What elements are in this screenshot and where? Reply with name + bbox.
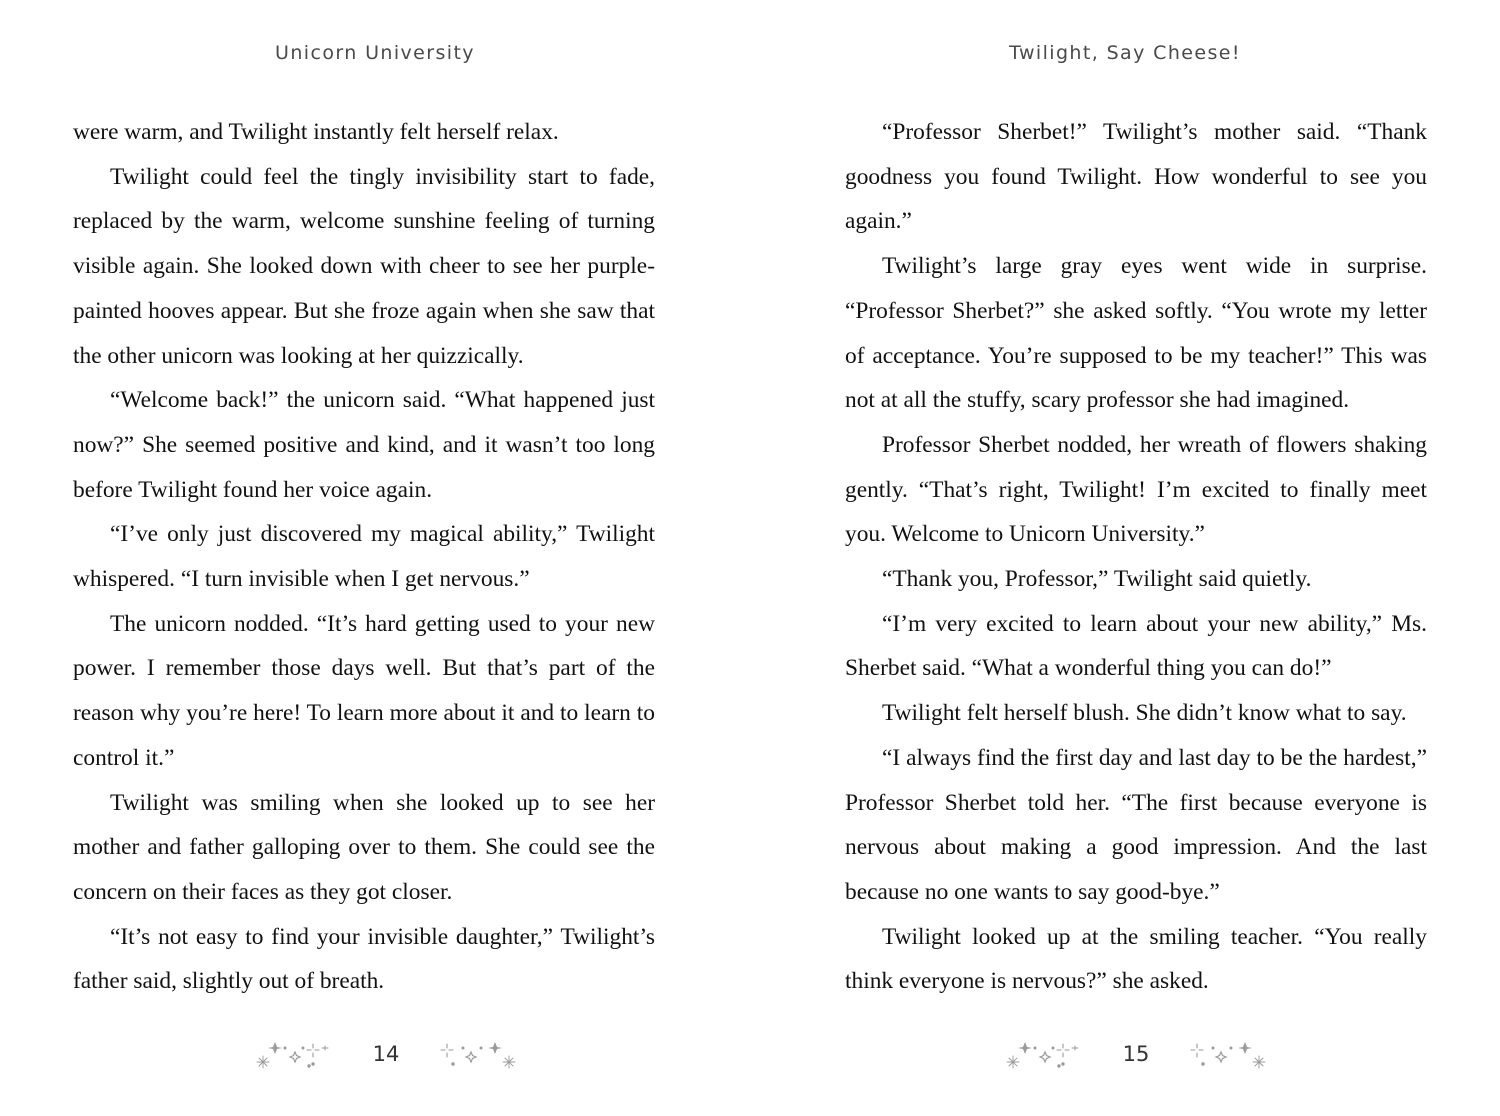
right-page [750, 0, 1500, 1116]
sparkle-ornament-left-icon [1005, 1034, 1091, 1074]
paragraph: Twilight’s large gray eyes went wide in surprise. “Professor Sherbet?” she asked softly. “You wrote my letter of acceptance. You’re supposed to be my teacher!” This was not at all the stuffy, scary professor she had imagined. [845, 253, 1427, 414]
page-number-left: 14 [372, 1042, 400, 1066]
paragraph: Twilight felt herself blush. She didn’t know what to say. [882, 700, 1407, 727]
paragraph: “It’s not easy to find your invisible daughter,” Twilight’s father said, slightly out of breath. [73, 923, 655, 995]
paragraph: “Welcome back!” the unicorn said. “What happened just now?” She seemed positive and kind, and it wasn’t too long before Twilight found her voice again. [73, 387, 655, 503]
paragraph: The unicorn nodded. “It’s hard getting used to your new power. I remember those days well. But that’s part of the reason why you’re here! To learn more about it and to learn to control it.” [73, 610, 655, 771]
running-head-right: Twilight, Say Cheese! [1009, 42, 1241, 64]
body-text-left [73, 110, 655, 1004]
paragraph: “Professor Sherbet!” Twilight’s mother said. “Thank goodness you found Twilight. How wonderful to see you again.” [845, 119, 1427, 235]
paragraph: Twilight looked up at the smiling teacher. “You really think everyone is nervous?” she asked. [845, 923, 1427, 995]
paragraph: “I’ve only just discovered my magical ability,” Twilight whispered. “I turn invisible when I get nervous.” [73, 521, 655, 593]
paragraph: Twilight could feel the tingly invisibility start to fade, replaced by the warm, welcome sunshine feeling of turning visible again. She looked down with cheer to see her purplepainted hooves appear. But she froze again when she saw that the other unicorn was looking at her quizzically. [73, 163, 655, 369]
paragraph: “I’m very excited to learn about your new ability,” Ms. Sherbet said. “What a wonderful thing you can do!” [845, 610, 1427, 682]
folio-left [250, 1034, 522, 1074]
paragraph: Twilight was smiling when she looked up to see her mother and father galloping over to them. She could see the concern on their faces as they got closer. [73, 789, 655, 905]
running-head-left: Unicorn University [275, 42, 475, 64]
paragraph: Professor Sherbet nodded, her wreath of flowers shaking gently. “That’s right, Twilight! I’m excited to finally meet you. Welcome to Unicorn University.” [845, 431, 1427, 548]
body-text-right [845, 110, 1427, 1004]
page-number-right: 15 [1122, 1042, 1150, 1066]
paragraph: “I always find the first day and last day to be the hardest,” Professor Sherbet told her. “The first because everyone is nervous about making a good impression. And the last because no one wants to say good-bye.” [845, 744, 1427, 905]
sparkle-ornament-right-icon [431, 1034, 517, 1074]
folio-right [1000, 1034, 1272, 1074]
paragraph: “Thank you, Professor,” Twilight said quietly. [882, 566, 1312, 593]
sparkle-ornament-left-icon [255, 1034, 341, 1074]
paragraph: were warm, and Twilight instantly felt herself relax. [73, 119, 559, 145]
sparkle-ornament-right-icon [1181, 1034, 1267, 1074]
